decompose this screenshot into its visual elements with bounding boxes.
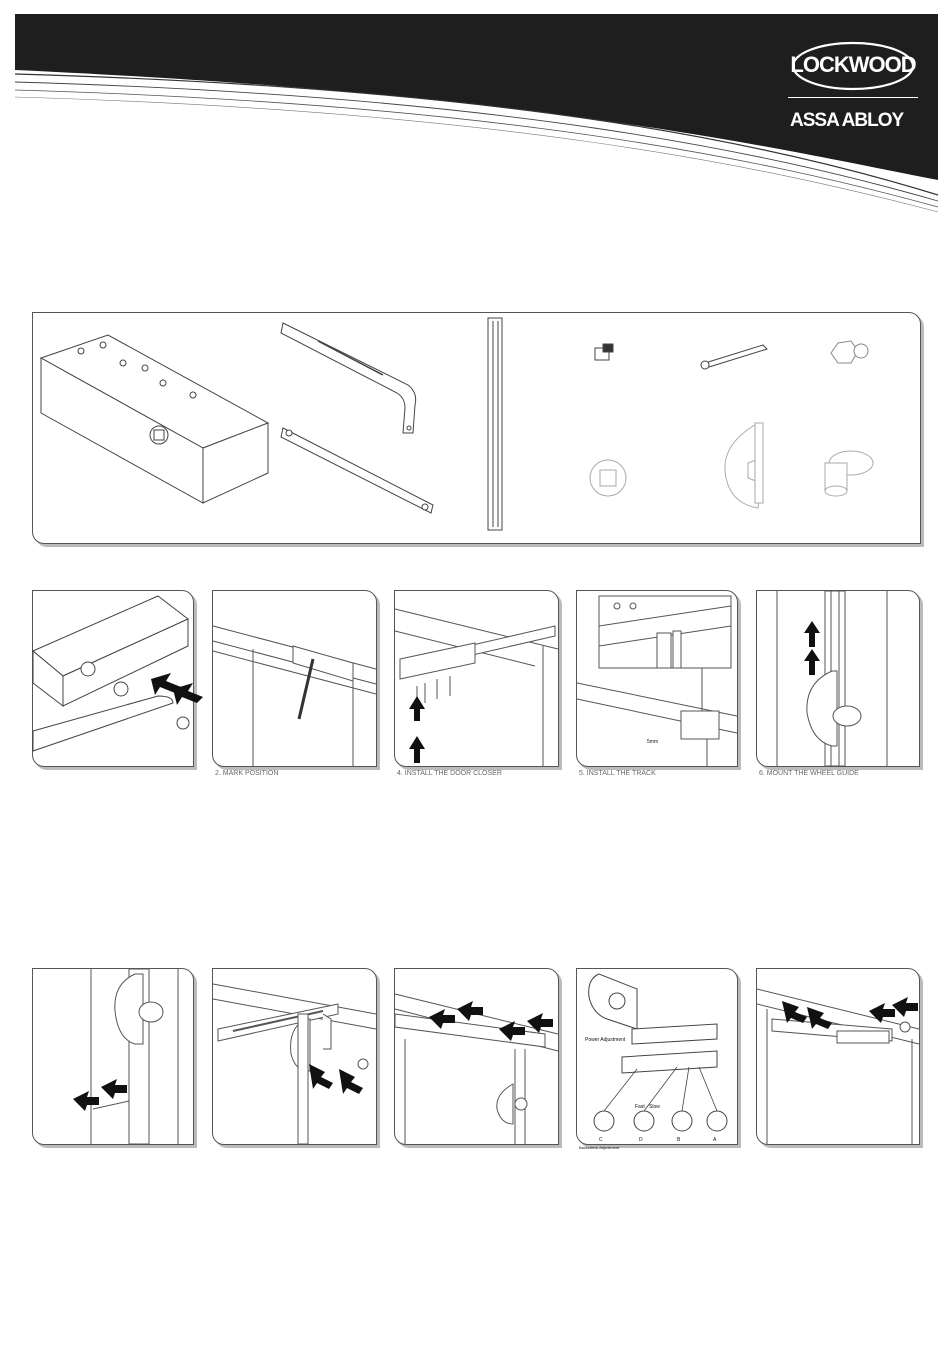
assa-abloy-brand: ASSA ABLOY (790, 110, 904, 131)
power-adjustment-label: Power Adjustment (585, 1037, 626, 1043)
step-7-panel (32, 968, 194, 1145)
step-8b-panel (394, 968, 559, 1145)
step-9-illustration (577, 969, 737, 1150)
step-5-panel (576, 590, 738, 767)
axle-part (825, 451, 873, 496)
door-closer-part (41, 335, 268, 503)
step-9-panel (576, 968, 738, 1150)
vertical-track-part (488, 318, 502, 530)
screw-part (595, 344, 613, 360)
step-8a-illustration (213, 969, 376, 1144)
wood-screw-part (701, 345, 767, 369)
fast-label: Fast (635, 1104, 645, 1110)
valve-d-label: D (639, 1137, 643, 1143)
backcheck-label: Backcheck Adjustment (579, 1145, 620, 1150)
square-washer-part (590, 460, 626, 496)
measurement-callout: 5mm (647, 739, 659, 745)
step-2-panel (212, 590, 377, 767)
parts-panel (32, 312, 921, 544)
wheel-guide-part (725, 423, 763, 508)
step-1-illustration (33, 591, 193, 766)
parts-illustration (33, 313, 920, 543)
slow-label: Slow (649, 1104, 660, 1110)
valve-a-label: A (713, 1137, 717, 1143)
step-4-caption: 4. INSTALL THE DOOR CLOSER (397, 770, 502, 777)
hex-bolt-part (831, 341, 868, 363)
step-10-illustration (757, 969, 919, 1144)
step-2-caption: 2. MARK POSITION (215, 770, 279, 777)
step-8a-panel (212, 968, 377, 1145)
brand-divider (788, 97, 918, 98)
step-4-illustration (395, 591, 558, 766)
step-6-caption: 6. MOUNT THE WHEEL GUIDE (759, 770, 859, 777)
step-1-panel (32, 590, 194, 767)
logo-text: LOCKWOOD (790, 52, 916, 77)
valve-c-label: C (599, 1137, 603, 1143)
step-6-panel (756, 590, 920, 767)
step-6-illustration (757, 591, 919, 766)
step-5-caption: 5. INSTALL THE TRACK (579, 770, 656, 777)
header-banner (0, 0, 950, 215)
valve-b-label: B (677, 1137, 681, 1143)
step-2-illustration (213, 591, 376, 766)
track-bracket-part (281, 323, 433, 513)
step-5-illustration (577, 591, 737, 766)
step-8b-illustration (395, 969, 558, 1144)
step-7-illustration (33, 969, 193, 1144)
step-10-panel (756, 968, 920, 1145)
step-4-panel (394, 590, 559, 767)
